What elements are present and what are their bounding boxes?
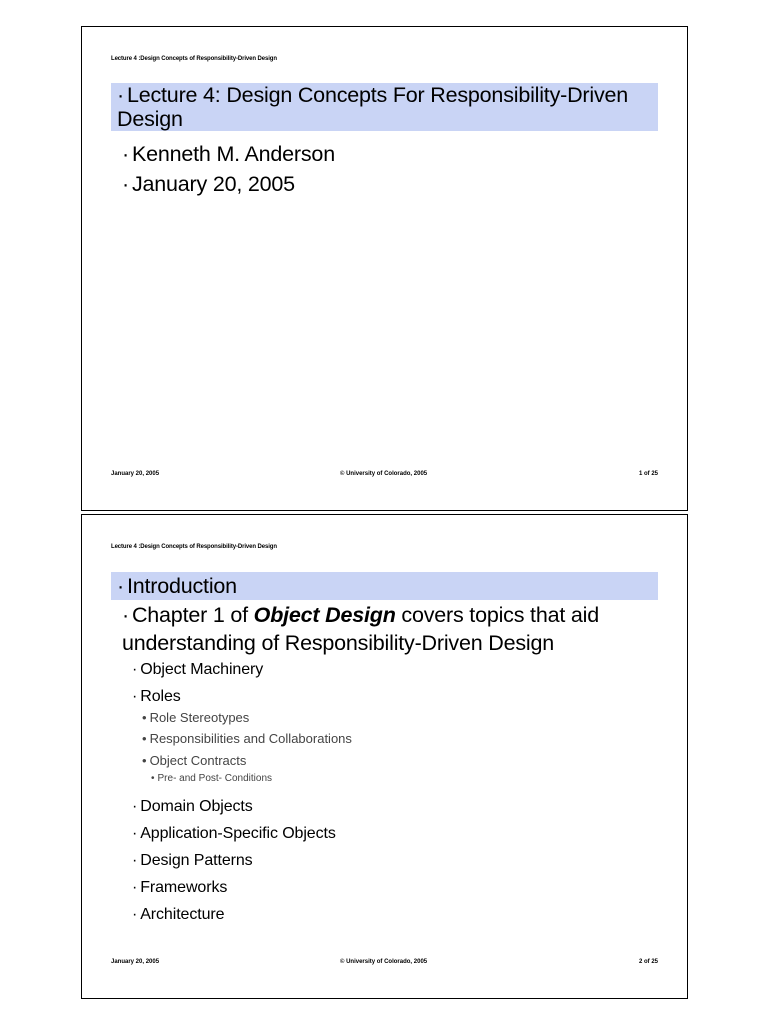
bullet-glyph: · (132, 879, 138, 896)
footer-date: January 20, 2005 (111, 959, 160, 965)
bullet-glyph: · (132, 906, 138, 923)
bullet-glyph: · (122, 172, 129, 196)
slide-header: Lecture 4 :Design Concepts of Responsibility-Driven Design (111, 56, 277, 62)
topic-item (132, 905, 224, 925)
lecture-date: January 20, 2005 (131, 172, 295, 196)
slide-title-bar (111, 572, 658, 600)
book-title: Object Design (253, 603, 396, 627)
bullet-glyph: · (132, 688, 138, 705)
slide-title-bar (111, 83, 658, 131)
bullet-glyph: • (151, 773, 155, 784)
bullet-glyph: · (122, 142, 129, 166)
bullet-glyph: • (142, 753, 147, 768)
bullet-glyph: • (142, 710, 147, 725)
intro-suffix: covers topics that aid understanding of Responsibility-Driven Design (122, 603, 599, 655)
topic-item (132, 878, 227, 898)
bullet-glyph: · (132, 661, 138, 678)
topic-label: Object Machinery (140, 661, 264, 678)
bullet-glyph: · (122, 603, 129, 627)
subtopic-item (142, 731, 352, 747)
footer-page-number: 1 of 25 (638, 471, 658, 477)
bullet-glyph: · (132, 825, 138, 842)
topic-item (132, 687, 181, 707)
topic-label: Application-Specific Objects (140, 825, 336, 842)
subtopic-item (142, 753, 246, 769)
subtopic-label: Role Stereotypes (149, 710, 250, 725)
slide-2 (81, 514, 688, 999)
subtopic-item (142, 710, 249, 726)
bullet-glyph: • (142, 731, 147, 746)
intro-prefix: Chapter 1 of (131, 603, 254, 627)
footer-page-number: 2 of 25 (638, 959, 658, 965)
subsubtopic-label: Pre- and Post- Conditions (157, 773, 273, 784)
topic-label: Roles (140, 688, 181, 705)
author-name: Kenneth M. Anderson (131, 142, 335, 166)
topic-item (132, 797, 253, 817)
topic-item (132, 824, 336, 844)
bullet-glyph: · (132, 852, 138, 869)
footer-copyright: © University of Colorado, 2005 (340, 471, 428, 477)
topic-label: Design Patterns (140, 852, 253, 869)
footer-date: January 20, 2005 (111, 471, 160, 477)
slide-title: Lecture 4: Design Concepts For Responsibility-Driven Design (117, 83, 629, 131)
author-line (122, 141, 335, 168)
topic-label: Architecture (140, 906, 225, 923)
footer-copyright: © University of Colorado, 2005 (340, 959, 428, 965)
bullet-glyph: · (132, 798, 138, 815)
slide-header: Lecture 4 :Design Concepts of Responsibility-Driven Design (111, 544, 277, 550)
slide-title: Introduction (126, 574, 237, 598)
topic-label: Domain Objects (140, 798, 253, 815)
subtopic-label: Responsibilities and Collaborations (149, 731, 352, 746)
bullet-glyph: · (117, 83, 124, 107)
topic-label: Frameworks (140, 879, 228, 896)
intro-line (122, 601, 662, 657)
bullet-glyph: · (117, 574, 124, 598)
subtopic-label: Object Contracts (149, 753, 247, 768)
slide-1 (81, 26, 688, 511)
date-line (122, 171, 295, 198)
subsubtopic-item (151, 772, 272, 786)
topic-item (132, 851, 253, 871)
topic-item (132, 660, 263, 680)
